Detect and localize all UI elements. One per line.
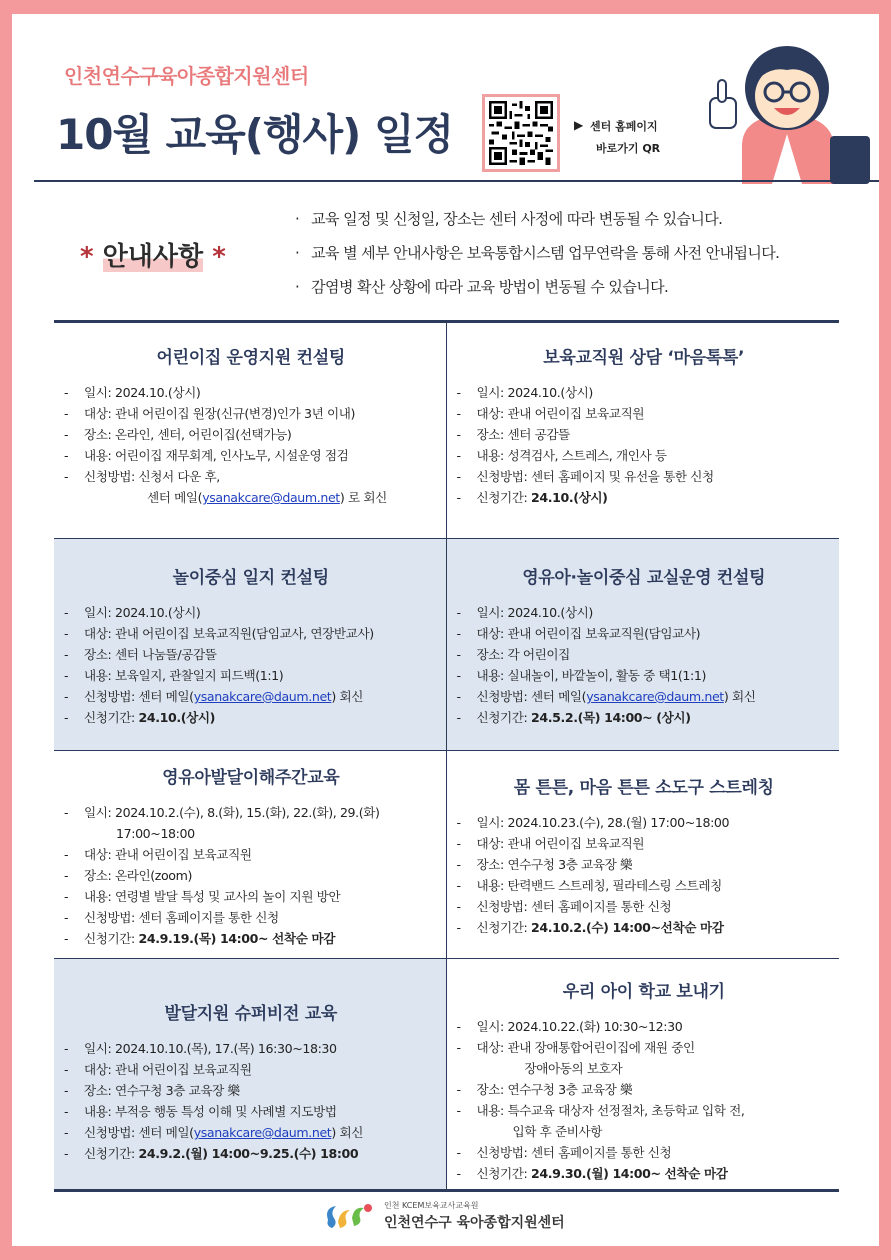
period-label: 신청기간: bbox=[476, 490, 532, 505]
detail-line bbox=[64, 686, 438, 707]
title-divider bbox=[34, 180, 879, 182]
detail-line: - 내용: 실내놀이, 바깥놀이, 활동 중 택1(1:1) bbox=[457, 665, 832, 686]
org-title: 인천연수구육아종합지원센터 bbox=[64, 64, 309, 88]
notice-list bbox=[295, 202, 855, 304]
detail-line: - 내용: 특수교육 대상자 선정절차, 초등학교 입학 전, bbox=[457, 1100, 832, 1121]
detail-line: - 일시: 2024.10.(상시) bbox=[64, 602, 438, 623]
program-card-supervision bbox=[54, 959, 447, 1189]
play-arrow-icon: ▶ bbox=[574, 118, 584, 132]
program-title: 우리 아이 학교 보내기 bbox=[562, 982, 725, 1002]
detail-line bbox=[457, 686, 832, 707]
program-row bbox=[54, 538, 839, 750]
period-label: 신청기간: bbox=[476, 920, 532, 935]
period-value: 24.9.2.(월) 14:00~9.25.(수) 18:00 bbox=[138, 1146, 359, 1161]
detail-line bbox=[457, 1163, 832, 1184]
detail-line: - 대상: 관내 어린이집 보육교직원 bbox=[457, 833, 832, 854]
program-details bbox=[64, 602, 438, 728]
detail-line: - 대상: 관내 어린이집 보육교직원 bbox=[457, 403, 832, 424]
program-details bbox=[457, 382, 832, 508]
apply-text: 신청방법: 센터 메일( bbox=[84, 1125, 194, 1140]
detail-line: - 일시: 2024.10.(상시) bbox=[457, 382, 832, 403]
program-card-counseling bbox=[447, 323, 840, 538]
program-row bbox=[54, 750, 839, 958]
program-card-play-journal bbox=[54, 539, 447, 750]
detail-line: - 대상: 관내 어린이집 보육교직원(담임교사) bbox=[457, 623, 832, 644]
apply-text: 센터 메일( bbox=[147, 490, 203, 505]
detail-line: - 내용: 탄력밴드 스트레칭, 필라테스링 스트레칭 bbox=[457, 875, 832, 896]
email-link[interactable]: ysanakcare@daum.net bbox=[193, 689, 332, 704]
program-details bbox=[64, 802, 438, 949]
program-title: 몸 튼튼, 마음 튼튼 소도구 스트레칭 bbox=[513, 778, 774, 798]
period-value: 24.10.(상시) bbox=[138, 710, 215, 725]
detail-line: - 장소: 연수구청 3층 교육장 樂 bbox=[64, 1080, 438, 1101]
program-title: 영유아발달이해주간교육 bbox=[162, 768, 340, 788]
detail-line: - 대상: 관내 어린이집 보육교직원 bbox=[64, 844, 438, 865]
detail-line: - 대상: 관내 어린이집 보육교직원(담임교사, 연장반교사) bbox=[64, 623, 438, 644]
program-details bbox=[64, 1038, 438, 1164]
detail-line bbox=[64, 928, 438, 949]
teacher-mascot-icon bbox=[702, 36, 872, 184]
detail-line: - 내용: 부적응 행동 특성 이해 및 사례별 지도방법 bbox=[64, 1101, 438, 1122]
program-title: 보육교직원 상담 ‘마음톡톡’ bbox=[543, 348, 745, 368]
center-logo-icon bbox=[322, 1198, 378, 1232]
qr-code-icon[interactable] bbox=[482, 94, 560, 172]
email-link[interactable]: ysanakcare@daum.net bbox=[202, 490, 340, 505]
program-title: 놀이중심 일지 컨설팅 bbox=[172, 568, 329, 588]
qr-caption-line2: 바로가기 QR bbox=[596, 142, 661, 155]
apply-text: 신청방법: 센터 메일( bbox=[476, 689, 587, 704]
apply-text: ) 로 회신 bbox=[339, 490, 387, 505]
detail-line: - 일시: 2024.10.2.(수), 8.(화), 15.(화), 22.(화), 29.(화) bbox=[64, 802, 438, 823]
program-card-classroom bbox=[447, 539, 840, 750]
notice-item: · 교육 별 세부 안내사항은 보육통합시스템 업무연락을 통해 사전 안내됩니다. bbox=[295, 236, 855, 270]
notice-label bbox=[80, 236, 226, 273]
detail-line: - 장소: 연수구청 3층 교육장 樂 bbox=[457, 1079, 832, 1100]
detail-line bbox=[64, 707, 438, 728]
email-link[interactable]: ysanakcare@daum.net bbox=[193, 1125, 332, 1140]
page-title: 10월 교육(행사) 일정 bbox=[56, 110, 454, 159]
detail-line: - 일시: 2024.10.10.(목), 17.(목) 16:30~18:30 bbox=[64, 1038, 438, 1059]
program-card-operation-consulting bbox=[54, 323, 447, 538]
footer bbox=[322, 1196, 582, 1236]
detail-line-cont: 입학 후 준비사항 bbox=[512, 1124, 603, 1139]
program-title: 영유아·놀이중심 교실운영 컨설팅 bbox=[522, 568, 766, 588]
detail-line: - 내용: 성격검사, 스트레스, 개인사 등 bbox=[457, 445, 832, 466]
detail-line: - 장소: 각 어린이집 bbox=[457, 644, 832, 665]
program-details bbox=[64, 382, 438, 508]
detail-line bbox=[64, 1122, 438, 1143]
program-title: 발달지원 슈퍼비전 교육 bbox=[164, 1004, 337, 1024]
detail-line: - 장소: 온라인(zoom) bbox=[64, 865, 438, 886]
detail-line: - 일시: 2024.10.22.(화) 10:30~12:30 bbox=[457, 1016, 832, 1037]
apply-text: ) 회신 bbox=[723, 689, 756, 704]
star-right: * bbox=[212, 242, 226, 272]
footer-subtitle: 인천 KCEM보육교사교육원 bbox=[384, 1201, 479, 1210]
qr-caption bbox=[590, 116, 700, 160]
program-details bbox=[457, 1016, 832, 1184]
program-details bbox=[457, 812, 832, 938]
program-card-stretching bbox=[447, 751, 840, 958]
program-row bbox=[54, 958, 839, 1189]
period-label: 신청기간: bbox=[84, 710, 139, 725]
program-grid bbox=[54, 320, 839, 1192]
poster-page bbox=[12, 14, 879, 1246]
detail-line: - 내용: 어린이집 재무회계, 인사노무, 시설운영 점검 bbox=[64, 445, 438, 466]
footer-center-name: 인천연수구 육아종합지원센터 bbox=[384, 1215, 565, 1231]
detail-line: - 신청방법: 센터 홈페이지를 통한 신청 bbox=[64, 907, 438, 928]
detail-line: - 신청방법: 센터 홈페이지를 통한 신청 bbox=[457, 896, 832, 917]
period-label: 신청기간: bbox=[84, 931, 139, 946]
detail-line: - 일시: 2024.10.23.(수), 28.(월) 17:00~18:00 bbox=[457, 812, 832, 833]
detail-line bbox=[457, 487, 832, 508]
period-value: 24.9.30.(월) 14:00~ 선착순 마감 bbox=[531, 1166, 728, 1181]
detail-line-cont bbox=[64, 487, 438, 508]
detail-line bbox=[457, 707, 832, 728]
period-value: 24.10.2.(수) 14:00~선착순 마감 bbox=[531, 920, 724, 935]
apply-text: ) 회신 bbox=[331, 689, 363, 704]
detail-line bbox=[457, 917, 832, 938]
program-card-development-week bbox=[54, 751, 447, 958]
notice-item: · 교육 일정 및 신청일, 장소는 센터 사정에 따라 변동될 수 있습니다. bbox=[295, 202, 855, 236]
detail-line: - 대상: 관내 어린이집 원장(신규(변경)인가 3년 이내) bbox=[64, 403, 438, 424]
detail-line: - 장소: 연수구청 3층 교육장 樂 bbox=[457, 854, 832, 875]
detail-line: - 신청방법: 신청서 다운 후, bbox=[64, 466, 438, 487]
email-link[interactable]: ysanakcare@daum.net bbox=[586, 689, 724, 704]
program-title: 어린이집 운영지원 컨설팅 bbox=[156, 348, 346, 368]
period-value: 24.5.2.(목) 14:00~ (상시) bbox=[531, 710, 691, 725]
period-label: 신청기간: bbox=[84, 1146, 139, 1161]
detail-line: - 대상: 관내 어린이집 보육교직원 bbox=[64, 1059, 438, 1080]
qr-caption-line1: 센터 홈페이지 bbox=[590, 120, 658, 133]
detail-line: - 신청방법: 센터 홈페이지를 통한 신청 bbox=[457, 1142, 832, 1163]
detail-line: - 장소: 센터 나눔뜰/공감뜰 bbox=[64, 644, 438, 665]
period-value: 24.9.19.(목) 14:00~ 선착순 마감 bbox=[138, 931, 335, 946]
detail-line: - 장소: 온라인, 센터, 어린이집(선택가능) bbox=[64, 424, 438, 445]
detail-line: - 일시: 2024.10.(상시) bbox=[457, 602, 832, 623]
star-left: * bbox=[80, 242, 94, 272]
period-label: 신청기간: bbox=[476, 1166, 532, 1181]
detail-line: - 장소: 센터 공감뜰 bbox=[457, 424, 832, 445]
detail-line: - 일시: 2024.10.(상시) bbox=[64, 382, 438, 403]
detail-line: - 대상: 관내 장애통합어린이집에 재원 중인 bbox=[457, 1037, 832, 1058]
detail-line-cont: 17:00~18:00 bbox=[116, 826, 195, 841]
detail-line bbox=[64, 1143, 438, 1164]
program-row bbox=[54, 323, 839, 538]
apply-text: ) 회신 bbox=[331, 1125, 363, 1140]
detail-line: - 신청방법: 센터 홈페이지 및 유선을 통한 신청 bbox=[457, 466, 832, 487]
apply-text: 신청방법: 센터 메일( bbox=[84, 689, 194, 704]
detail-line-cont: 장애아동의 보호자 bbox=[524, 1061, 623, 1076]
notice-item: · 감염병 확산 상황에 따라 교육 방법이 변동될 수 있습니다. bbox=[295, 270, 855, 304]
notice-label-text: 안내사항 bbox=[102, 242, 204, 272]
program-card-school-prep bbox=[447, 959, 840, 1189]
period-label: 신청기간: bbox=[476, 710, 532, 725]
program-details bbox=[457, 602, 832, 728]
detail-line: - 내용: 보육일지, 관찰일지 피드백(1:1) bbox=[64, 665, 438, 686]
detail-line: - 내용: 연령별 발달 특성 및 교사의 놀이 지원 방안 bbox=[64, 886, 438, 907]
period-value: 24.10.(상시) bbox=[531, 490, 608, 505]
